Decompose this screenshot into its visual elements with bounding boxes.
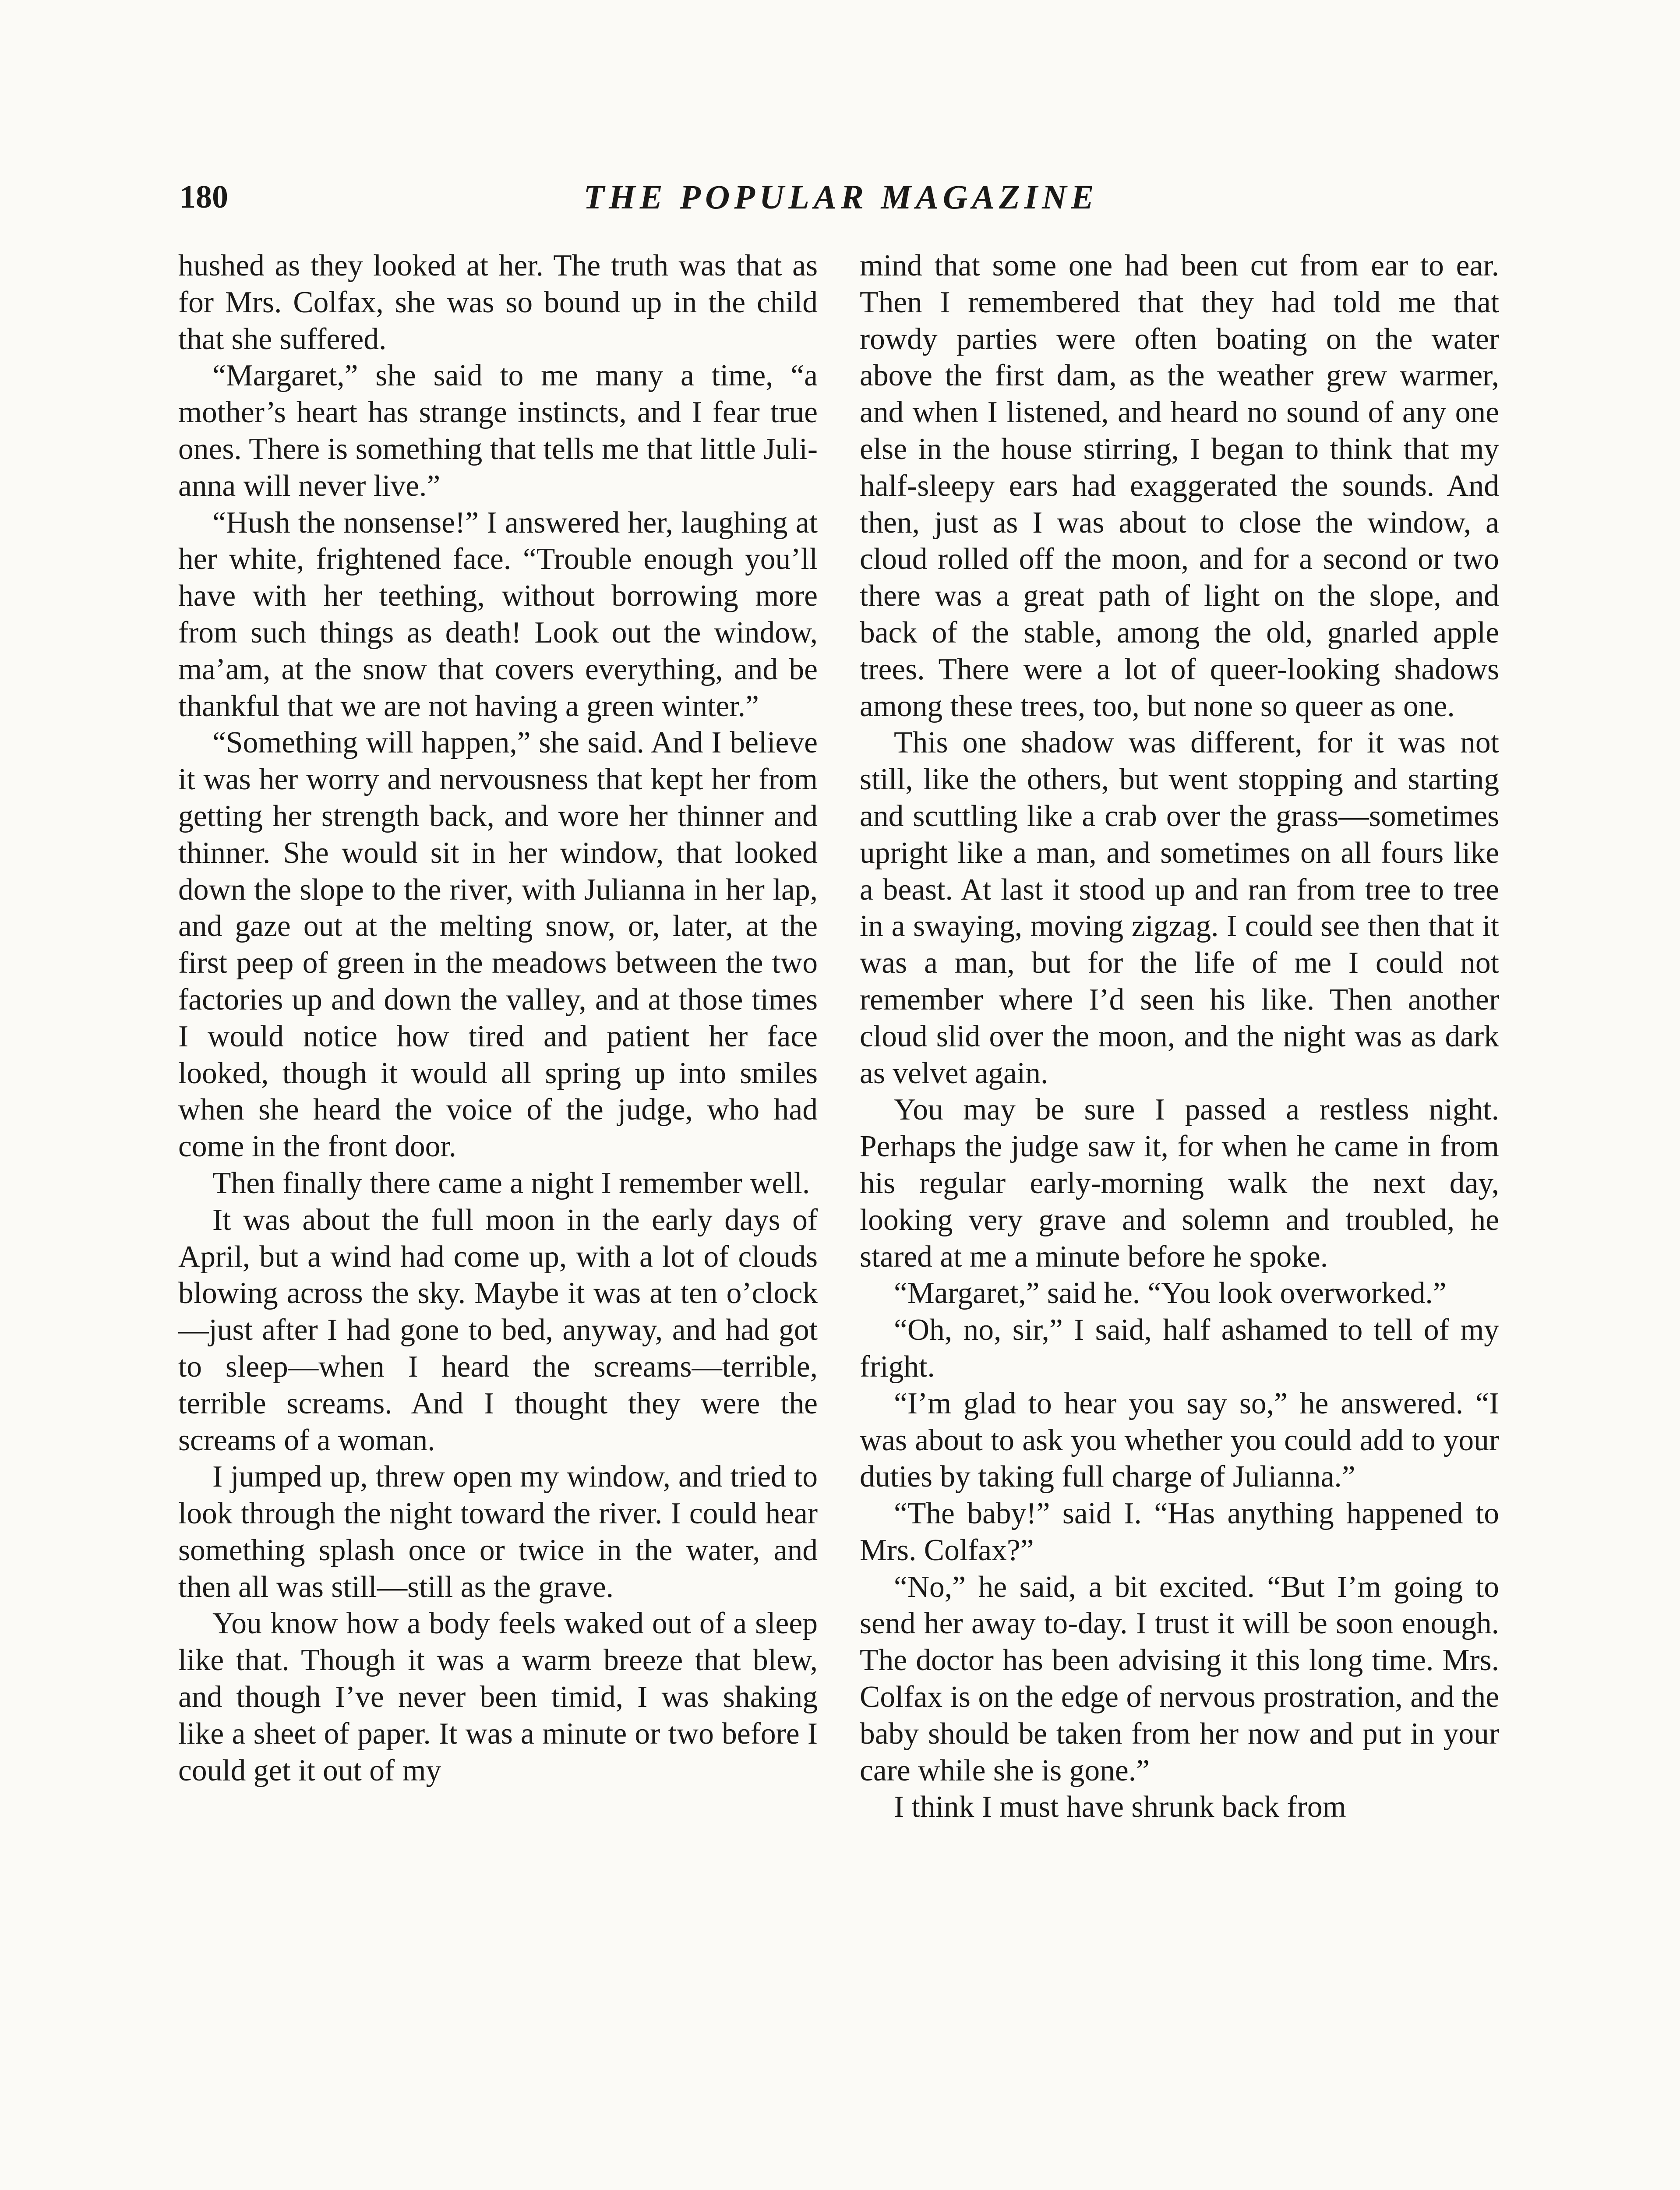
paragraph: This one shadow was different, for it was not still, like the others, but went stopping and starting and scuttling like a crab over the grass—sometimes upright like a man, and sometimes on all fours like a beast. At last it stood up and ran from tree to tree in a swaying, moving zigzag. I could see then that it was a man, but for the life of me I could not remember where I’d seen his like. Then another cloud slid over the moon, and the night was as dark as velvet again. — [860, 726, 1499, 1090]
paragraph: hushed as they looked at her. The truth was that as for Mrs. Colfax, she was so bound up in the child that she suffered. — [178, 249, 818, 356]
paragraph: I think I must have shrunk back from — [894, 1790, 1346, 1824]
paragraph: It was about the full moon in the early days of April, but a wind had come up, with a lot of clouds blowing across the sky. Maybe it was at ten o’clock—just after I had gone to bed, anyway, and had got to sleep—when I heard the screams—terrible, terrible screams. And I thought they were the screams of a woman. — [178, 1203, 818, 1457]
paragraph: “Margaret,” she said to me many a time, “a mother’s heart has strange instincts, and I fear true ones. There is something that tells me that little Julianna will never live.” — [178, 359, 818, 503]
page-number: 180 — [180, 179, 228, 215]
paragraph: “The baby!” said I. “Has anything happened to Mrs. Colfax?” — [860, 1497, 1499, 1567]
paragraph: “Margaret,” said he. “You look overworked.” — [894, 1276, 1447, 1310]
left-column — [178, 247, 818, 2190]
paragraph: “Something will happen,” she said. And I believe it was her worry and nervousness that kept her from getting her strength back, and wore her thinner and thinner. She would sit in her window, that looked down the slope to the river, with Julianna in her lap, and gaze out at the melting snow, or, later, at the first peep of green in the meadows between the two factories up and down the valley, and at those times I would notice how tired and patient her face looked, though it would all spring up into smiles when she heard the voice of the judge, who had come in the front door. — [178, 726, 818, 1164]
paragraph: I jumped up, threw open my window, and tried to look through the night toward the river. I could hear something splash once or twice in the water, and then all was still—still as the grave. — [178, 1460, 818, 1604]
paragraph: “I’m glad to hear you say so,” he answered. “I was about to ask you whether you could add to your duties by taking full charge of Julianna.” — [860, 1386, 1499, 1494]
page-header — [180, 173, 1502, 221]
paragraph: You know how a body feels waked out of a sleep like that. Though it was a warm breeze that blew, and though I’ve never been timid, I was shaking like a sheet of paper. It was a minute or two before I could get it out of my — [178, 1607, 818, 1787]
running-title: THE POPULAR MAGAZINE — [583, 178, 1098, 216]
paragraph: “Oh, no, sir,” I said, half ashamed to tell of my fright. — [860, 1313, 1499, 1384]
paragraph: “No,” he said, a bit excited. “But I’m going to send her away to-day. I trust it will be soon enough. The doctor has been advising it this long time. Mrs. Colfax is on the edge of nervous prostration, and the baby should be taken from her now and put in your care while she is gone.” — [860, 1570, 1499, 1787]
right-column — [860, 247, 1499, 2190]
paragraph: “Hush the nonsense!” I answered her, laughing at her white, frightened face. “Trouble enough you’ll have with her teething, without borrowing more from such things as death! Look out the window, ma’am, at the snow that covers everything, and be thankful that we are not having a green winter.” — [178, 505, 818, 723]
paragraph: Then finally there came a night I remember well. — [212, 1166, 810, 1200]
paragraph: You may be sure I passed a restless night. Perhaps the judge saw it, for when he came in from his regular early-morning walk the next day, looking very grave and solemn and troubled, he stared at me a minute before he spoke. — [860, 1093, 1499, 1274]
paragraph: mind that some one had been cut from ear to ear. Then I remembered that they had told me that rowdy parties were often boating on the water above the first dam, as the weather grew warmer, and when I listened, and heard no sound of any one else in the house stirring, I began to think that my half-sleepy ears had exaggerated the sounds. And then, just as I was about to close the window, a cloud rolled off the moon, and for a second or two there was a great path of light on the slope, and back of the stable, among the old, gnarled apple trees. There were a lot of queer-looking shadows among these trees, too, but none so queer as one. — [860, 249, 1499, 723]
